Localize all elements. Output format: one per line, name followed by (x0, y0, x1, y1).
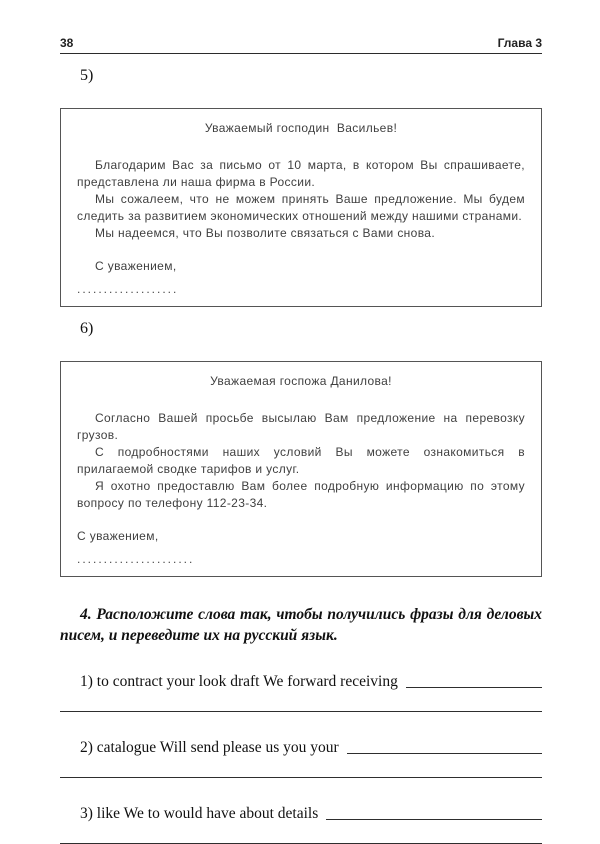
exercise-item-1-blank-tail (406, 687, 542, 688)
exercise-item-1-text: 1) to contract your look draft We forward receiving (80, 673, 398, 690)
letter-6-paragraph: С подробностями наших условий Вы можете ознакомиться в прилагаемой сводке тарифов и услуг. (77, 445, 525, 476)
exercise-4-heading: 4. Расположите слова так, чтобы получились фразы для деловых писем, и переведите их на русский язык. (60, 606, 542, 644)
running-header (60, 36, 542, 54)
letter-6-paragraph: Я охотно предоставлю Вам более подробную информацию по этому вопросу по телефону 112-23-34. (77, 479, 525, 510)
exercise-item-3 (60, 805, 542, 844)
letter-6-closing: С уважением, (77, 529, 159, 543)
chapter-title: Глава 3 (497, 36, 542, 50)
letter-5-paragraph: Благодарим Вас за письмо от 10 марта, в котором Вы спрашиваете, представлена ли наша фирма в России. (77, 158, 525, 189)
letter-6-paragraph: Согласно Вашей просьбе высылаю Вам предложение на перевозку грузов. (77, 411, 525, 442)
exercise-item-2-blank-line (60, 757, 542, 778)
letter-6-number: 6) (80, 320, 94, 337)
book-page (60, 36, 542, 844)
letter-5-box (60, 108, 542, 307)
letter-5-number: 5) (80, 67, 94, 84)
exercise-item-2-text: 2) catalogue Will send please us you your (80, 739, 339, 756)
exercise-item-2-blank-tail (347, 753, 542, 754)
exercise-item-3-blank-tail (326, 819, 542, 820)
letter-5-closing: С уважением, (95, 259, 177, 273)
letter-5-paragraph: Мы надеемся, что Вы позволите связаться с Вами снова. (95, 226, 436, 240)
letter-6-salutation: Уважаемая госпожа Данилова! (210, 374, 392, 388)
exercise-item-3-text: 3) like We to would have about details (80, 805, 319, 822)
letter-5-paragraph: Мы сожалеем, что не можем принять Ваше предложение. Мы будем следить за развитием экономических отношений между нашими странами. (77, 192, 525, 223)
letter-6-box (60, 361, 542, 577)
page-number: 38 (60, 36, 74, 50)
exercise-item-3-blank-line (60, 823, 542, 844)
letter-6-signature-dots: ...................... (77, 552, 195, 566)
exercise-item-1 (60, 673, 542, 712)
exercise-item-2 (60, 739, 542, 778)
letter-5-signature-dots: ................... (77, 282, 179, 296)
letter-5-salutation: Уважаемый господин Васильев! (204, 121, 398, 135)
exercise-item-1-blank-line (60, 691, 542, 712)
